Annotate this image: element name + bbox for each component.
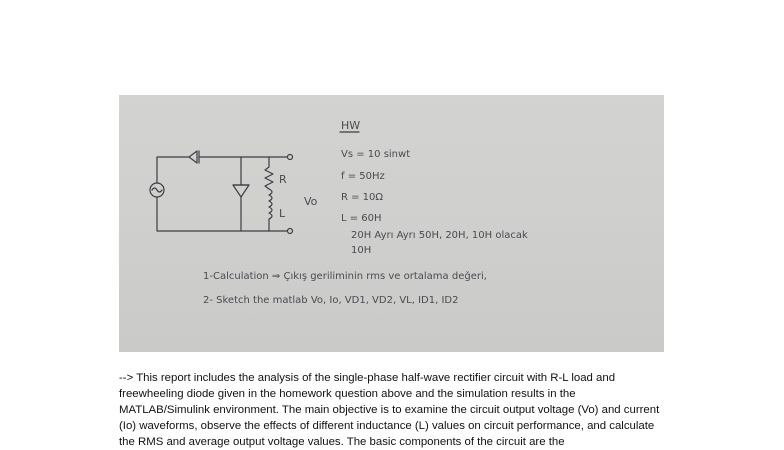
param-f: f = 50Hz bbox=[341, 171, 385, 182]
circuit-sketch bbox=[119, 95, 664, 352]
param-l-10h: 10H bbox=[351, 245, 372, 256]
report-paragraph bbox=[119, 370, 664, 450]
diode-d2-icon bbox=[233, 185, 249, 197]
inductor-icon bbox=[269, 189, 272, 219]
paragraph-text: --> This report includes the analysis of the single-phase half-wave rectifier circuit with R-L load and freewheeling diode given in the homework question above and the simulation results in the MATLAB/Simulink environment. The main objective is to examine the circuit output voltage (Vo) and current (Io) waveforms, observe the effects of different inductance (L) values on circuit performance, and calculate the RMS and average output voltage values. The basic components of the circuit are the bbox=[119, 372, 660, 448]
resistor-icon bbox=[265, 157, 273, 189]
label-l: L bbox=[279, 207, 286, 220]
label-vo: Vo bbox=[304, 195, 318, 208]
param-r: R = 10Ω bbox=[341, 192, 384, 203]
diode-d1-icon bbox=[189, 151, 197, 163]
homework-photo bbox=[119, 95, 664, 352]
task-1: 1-Calculation ⇒ Çıkış geriliminin rms ve ortalama değeri, bbox=[203, 271, 487, 282]
task-2: 2- Sketch the matlab Vo, Io, VD1, VD2, VL, ID1, ID2 bbox=[203, 295, 459, 306]
param-l: L = 60H bbox=[341, 213, 382, 224]
label-r: R bbox=[279, 173, 287, 186]
param-l-values: 20H Ayrı Ayrı 50H, 20H, 10H olacak bbox=[351, 230, 528, 241]
hw-title: HW bbox=[341, 119, 361, 132]
param-vs: Vs = 10 sinwt bbox=[341, 149, 411, 160]
